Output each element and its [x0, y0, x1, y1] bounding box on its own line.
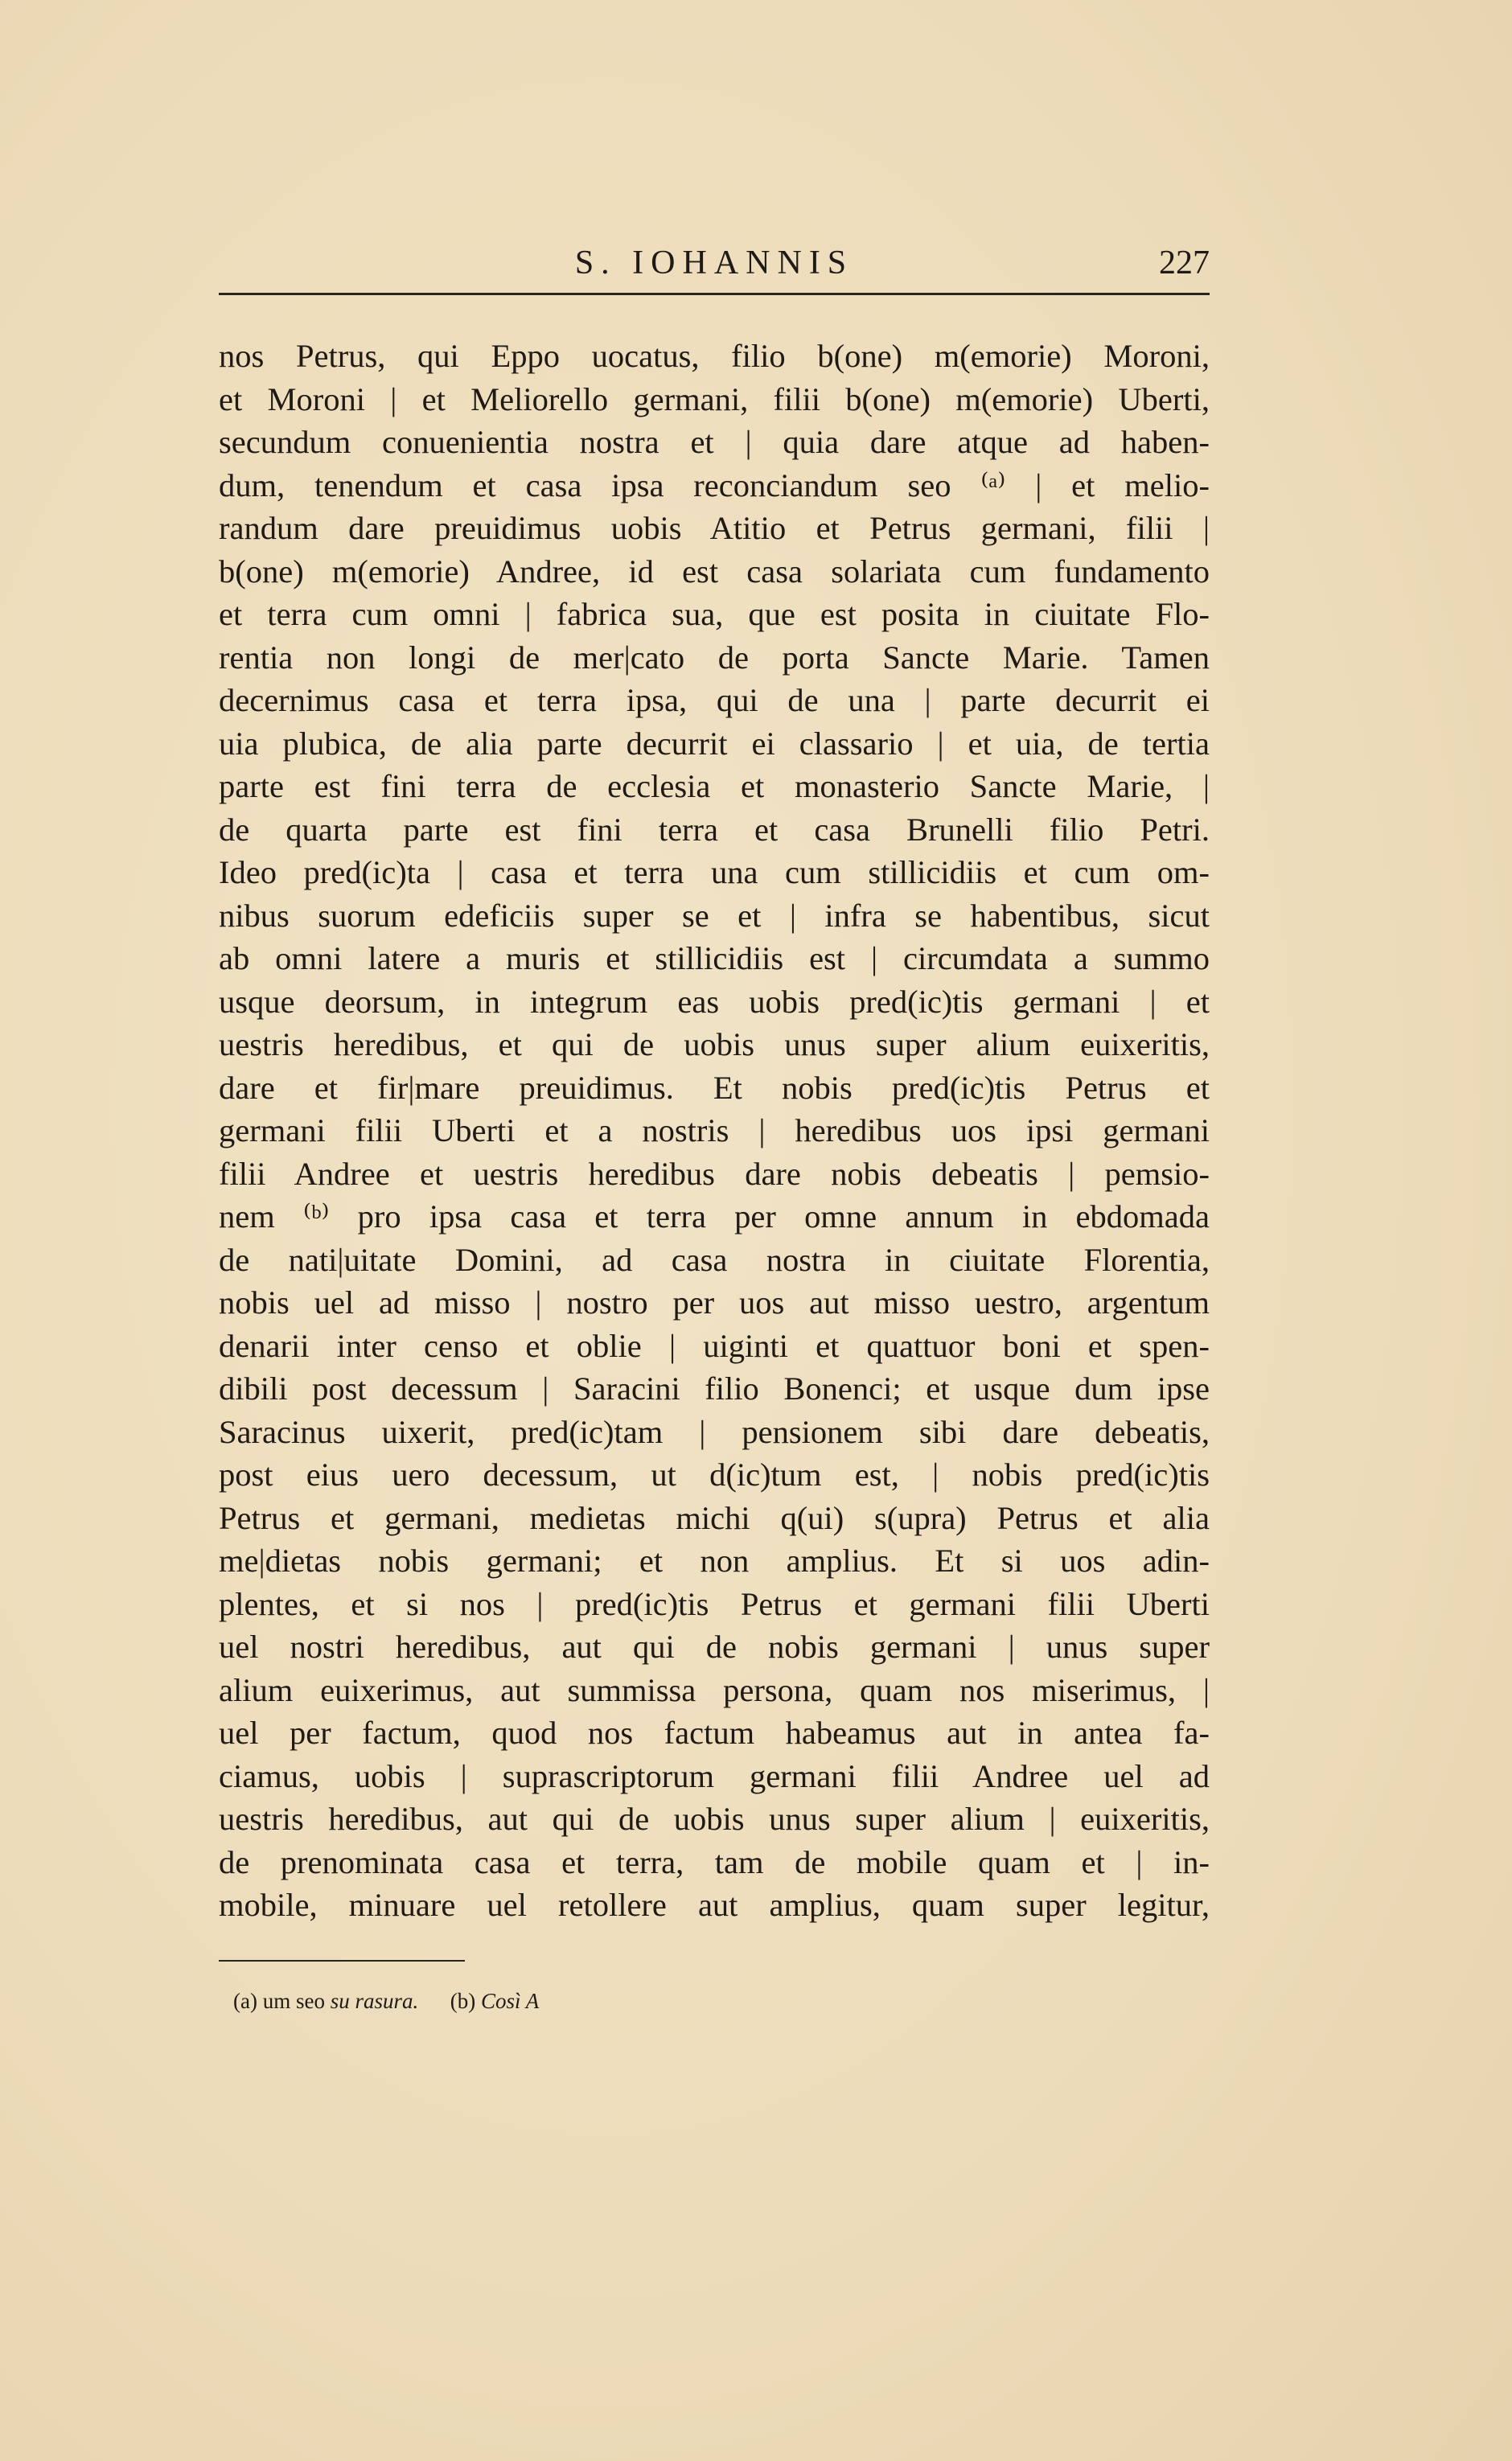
body-text	[219, 335, 1210, 1927]
running-title: S. IOHANNIS	[574, 244, 854, 281]
footnote-b-label: (b)	[450, 1989, 476, 2013]
text-line: uestris heredibus, et qui de uobis unus super alium euixeritis,	[219, 1026, 1210, 1062]
footnote-b-note: Così A	[480, 1989, 540, 2013]
text-line: rentia non longi de mer|cato de porta Sancte Marie. Tamen	[219, 639, 1210, 676]
header-rule	[219, 293, 1210, 295]
text-line: filii Andree et uestris heredibus dare nobis debeatis | pemsio-	[219, 1155, 1210, 1192]
text-line: secundum conuenientia nostra et | quia dare atque ad haben-	[219, 424, 1210, 460]
text-line: et Moroni | et Meliorello germani, filii b(one) m(emorie) Uberti,	[219, 380, 1210, 417]
running-head	[219, 235, 1210, 291]
text-line: nibus suorum edeficiis super se et | infra se habentibus, sicut	[219, 897, 1210, 934]
text-line: Saracinus uixerit, pred(ic)tam | pensionem sibi dare debeatis,	[219, 1413, 1210, 1450]
text-line: ciamus, uobis | suprascriptorum germani filii Andree uel ad	[219, 1757, 1210, 1794]
text-line: dum, tenendum et casa ipsa reconciandum seo ⁽ᵃ⁾ | et melio-	[219, 466, 1210, 503]
text-line: et terra cum omni | fabrica sua, que est posita in ciuitate Flo-	[219, 596, 1210, 632]
text-line: mobile, minuare uel retollere aut amplius, quam super legitur,	[219, 1887, 1210, 1923]
text-line: uel nostri heredibus, aut qui de nobis germani | unus super	[219, 1629, 1210, 1665]
text-line: usque deorsum, in integrum eas uobis pred(ic)tis germani | et	[219, 983, 1210, 1020]
footnotes	[233, 1986, 539, 2015]
page-number: 227	[1159, 244, 1210, 281]
text-line: plentes, et si nos | pred(ic)tis Petrus et germani filii Uberti	[219, 1585, 1210, 1622]
footnote-a-note: su rasura.	[330, 1989, 419, 2013]
text-line: decernimus casa et terra ipsa, qui de una | parte decurrit ei	[219, 682, 1210, 718]
text-line: germani filii Uberti et a nostris | heredibus uos ipsi germani	[219, 1112, 1210, 1148]
text-line: uel per factum, quod nos factum habeamus aut in antea fa-	[219, 1715, 1210, 1751]
text-line: dibili post decessum | Saracini filio Bonenci; et usque dum ipse	[219, 1370, 1210, 1407]
text-line: alium euixerimus, aut summissa persona, quam nos miserimus, |	[219, 1671, 1210, 1708]
text-line: denarii inter censo et oblie | uiginti et quattuor boni et spen-	[219, 1327, 1210, 1364]
footnote-a-label: (a)	[233, 1989, 257, 2013]
footnote-a-text: um seo	[262, 1989, 325, 2013]
text-line: uestris heredibus, aut qui de uobis unus super alium | euixeritis,	[219, 1801, 1210, 1837]
text-line: randum dare preuidimus uobis Atitio et Petrus germani, filii |	[219, 510, 1210, 546]
text-line: nem ⁽ᵇ⁾ pro ipsa casa et terra per omne annum in ebdomada	[219, 1198, 1210, 1235]
text-line: de quarta parte est fini terra et casa Brunelli filio Petri.	[219, 811, 1210, 848]
text-line: Ideo pred(ic)ta | casa et terra una cum stillicidiis et cum om-	[219, 854, 1210, 890]
footnote-rule	[219, 1960, 465, 1962]
text-line: me|dietas nobis germani; et non amplius. Et si uos adin-	[219, 1543, 1210, 1579]
text-line: nobis uel ad misso | nostro per uos aut misso uestro, argentum	[219, 1284, 1210, 1321]
text-line: nos Petrus, qui Eppo uocatus, filio b(one) m(emorie) Moroni,	[219, 338, 1210, 374]
text-line: uia plubica, de alia parte decurrit ei classario | et uia, de tertia	[219, 725, 1210, 762]
text-line: post eius uero decessum, ut d(ic)tum est, | nobis pred(ic)tis	[219, 1456, 1210, 1493]
text-line: de nati|uitate Domini, ad casa nostra in ciuitate Florentia,	[219, 1241, 1210, 1278]
text-line: ab omni latere a muris et stillicidiis est | circumdata a summo	[219, 940, 1210, 976]
text-line: de prenominata casa et terra, tam de mobile quam et | in-	[219, 1843, 1210, 1880]
text-line: b(one) m(emorie) Andree, id est casa solariata cum fundamento	[219, 553, 1210, 590]
text-line: dare et fir|mare preuidimus. Et nobis pred(ic)tis Petrus et	[219, 1069, 1210, 1106]
text-line: parte est fini terra de ecclesia et monasterio Sancte Marie, |	[219, 768, 1210, 804]
text-line: Petrus et germani, medietas michi q(ui) s(upra) Petrus et alia	[219, 1499, 1210, 1536]
